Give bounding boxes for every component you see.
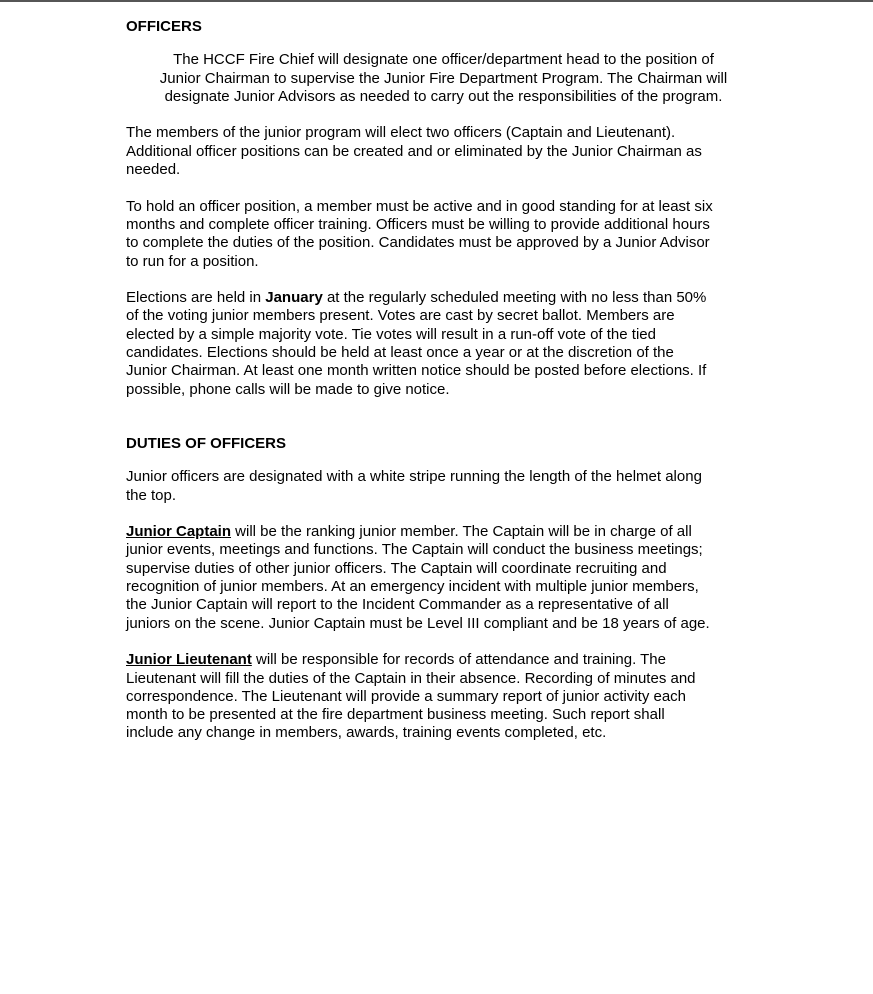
text-line	[126, 724, 761, 742]
text-line	[126, 487, 761, 505]
paragraph	[126, 124, 761, 179]
text-line	[126, 560, 761, 578]
text-run: recognition of junior members. At an emergency incident with multiple junior members,	[126, 578, 699, 596]
text-line	[126, 344, 761, 362]
text-run: possible, phone calls will be made to give notice.	[126, 380, 450, 398]
text-run: To hold an officer position, a member must be active and in good standing for at least six	[126, 197, 713, 215]
text-run: The members of the junior program will elect two officers (Captain and Lieutenant).	[126, 124, 676, 142]
text-run: needed.	[126, 161, 181, 179]
text-run: Elections are held in	[126, 289, 266, 307]
text-run: candidates. Elections should be held at least once a year or at the discretion of the	[126, 344, 674, 362]
text-line	[126, 381, 761, 399]
text-line	[126, 523, 761, 541]
text-run: Additional officer positions can be created and or eliminated by the Junior Chairman as	[126, 142, 702, 160]
text-line	[126, 578, 761, 596]
text-run: designate Junior Advisors as needed to carry out the responsibilities of the program.	[164, 87, 723, 105]
text-run: Junior Lieutenant	[126, 651, 252, 669]
text-run: at the regularly scheduled meeting with no less than 50%	[322, 289, 707, 307]
text-line	[126, 688, 761, 706]
text-run: junior events, meetings and functions. The Captain will conduct the business meetings;	[126, 541, 703, 559]
paragraph	[126, 51, 761, 106]
text-line	[126, 161, 761, 179]
text-run: elected by a simple majority vote. Tie votes will result in a run-off vote of the tied	[126, 325, 656, 343]
text-line	[126, 615, 761, 633]
text-line	[126, 326, 761, 344]
text-line	[126, 70, 761, 88]
text-run: juniors on the scene. Junior Captain must be Level III compliant and be 18 years of age.	[126, 614, 710, 632]
text-line	[126, 143, 761, 161]
text-line	[126, 706, 761, 724]
section-heading: DUTIES OF OFFICERS	[126, 434, 287, 452]
text-line	[126, 234, 761, 252]
text-line	[126, 124, 761, 142]
text-run: correspondence. The Lieutenant will provide a summary report of junior activity each	[126, 687, 687, 705]
text-line	[126, 216, 761, 234]
text-run: months and complete officer training. Officers must be willing to provide additional hours	[126, 215, 710, 233]
text-run: The HCCF Fire Chief will designate one officer/department head to the position of	[173, 51, 714, 69]
text-line	[126, 289, 761, 307]
paragraph	[126, 651, 761, 742]
text-line	[126, 670, 761, 688]
text-line	[126, 51, 761, 69]
text-run: of the voting junior members present. Votes are cast by secret ballot. Members are	[126, 307, 675, 325]
text-run: month to be presented at the fire department business meeting. Such report shall	[126, 706, 665, 724]
document-content	[126, 18, 761, 743]
text-run: supervise duties of other junior officers. The Captain will coordinate recruiting and	[126, 559, 667, 577]
text-run: Junior Chairman. At least one month written notice should be posted before elections. If	[126, 362, 707, 380]
text-run: the top.	[126, 486, 177, 504]
text-run: include any change in members, awards, training events completed, etc.	[126, 724, 607, 742]
text-run: Junior Chairman to supervise the Junior Fire Department Program. The Chairman will	[159, 69, 728, 87]
text-line	[126, 596, 761, 614]
text-run: will be responsible for records of attendance and training. The	[251, 651, 666, 669]
text-run: to run for a position.	[126, 252, 259, 270]
text-line	[126, 88, 761, 106]
text-run: Junior officers are designated with a white stripe running the length of the helmet along	[126, 468, 702, 486]
text-run: will be the ranking junior member. The Captain will be in charge of all	[231, 523, 692, 541]
text-line	[126, 541, 761, 559]
text-line	[126, 253, 761, 271]
text-line	[126, 198, 761, 216]
text-run: the Junior Captain will report to the Incident Commander as a representative of all	[126, 596, 669, 614]
paragraph	[126, 289, 761, 399]
paragraph	[126, 198, 761, 271]
text-line	[126, 362, 761, 380]
text-run: Junior Captain	[126, 523, 232, 541]
paragraph	[126, 523, 761, 633]
text-line	[126, 468, 761, 486]
text-line	[126, 651, 761, 669]
paragraph	[126, 468, 761, 505]
text-run: January	[265, 289, 323, 307]
text-run: to complete the duties of the position. Candidates must be approved by a Junior Advisor	[126, 234, 710, 252]
document-page	[0, 2, 873, 761]
section-heading: OFFICERS	[126, 18, 202, 35]
text-line	[126, 307, 761, 325]
text-run: Lieutenant will fill the duties of the Captain in their absence. Recording of minutes and	[126, 669, 696, 687]
